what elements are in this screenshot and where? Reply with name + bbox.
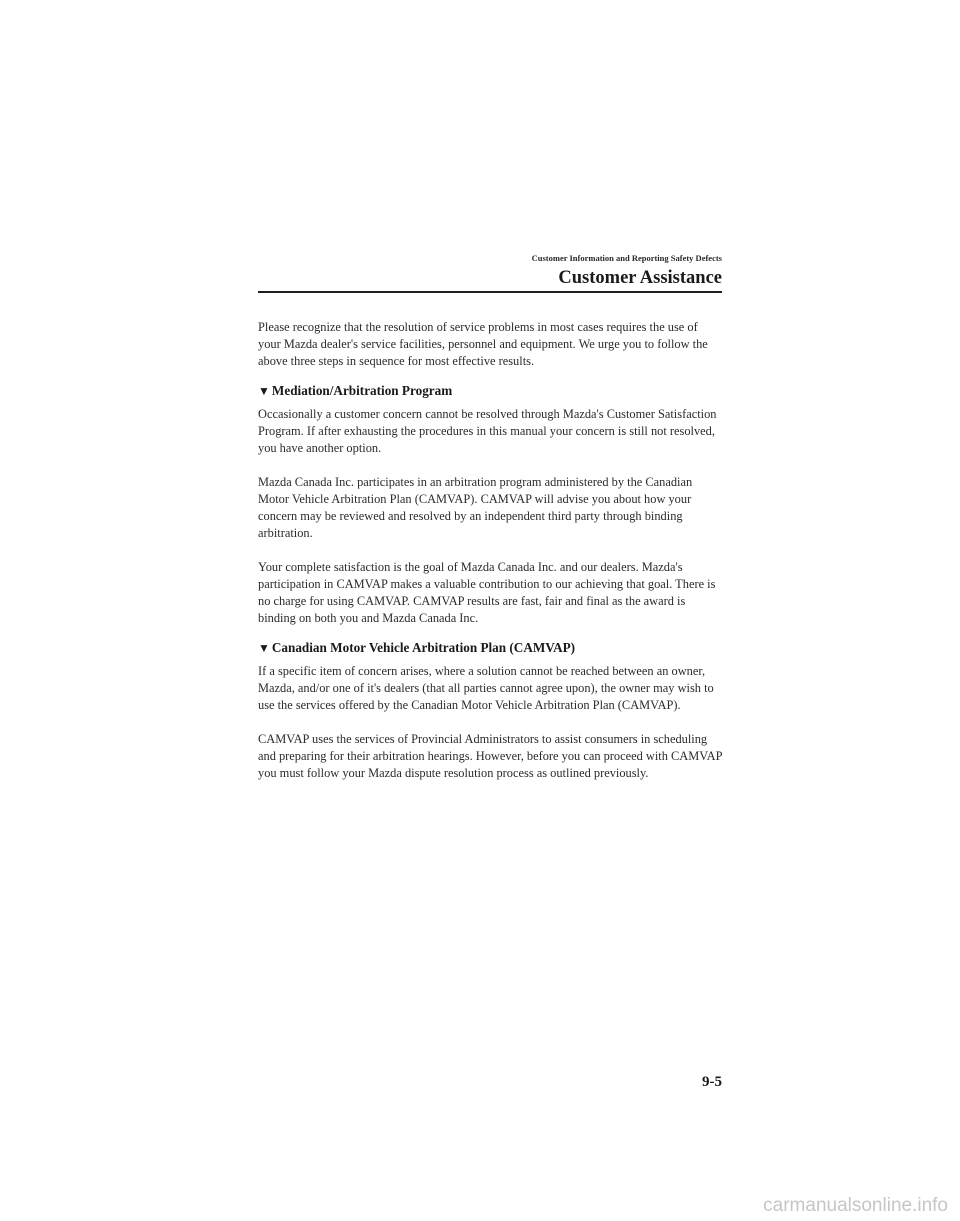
watermark: carmanualsonline.info [763,1195,948,1216]
paragraph: Occasionally a customer concern cannot be resolved through Mazda's Customer Satisfaction Program. If after exhausting the procedures in this manual your concern is still not resolved, you have another option. [258,407,717,455]
page-number: 9-5 [702,1074,722,1090]
heading-text: Canadian Motor Vehicle Arbitration Plan (CAMVAP) [271,640,576,655]
page-content [258,319,722,782]
triangle-down-icon: ▼ [258,384,270,398]
paragraph: If a specific item of concern arises, where a solution cannot be reached between an owner, Mazda, and/or one of it's dealers (that all parties cannot agree upon), the owner may wish to use the services offered by the Canadian Motor Vehicle Arbitration Plan (CAMVAP). [258,664,714,712]
triangle-down-icon: ▼ [258,641,270,655]
paragraph: CAMVAP uses the services of Provincial Administrators to assist consumers in scheduling and preparing for their arbitration hearings. However, before you can proceed with CAMVAP you must follow your Mazda dispute resolution process as outlined previously. [258,732,723,780]
paragraph: Your complete satisfaction is the goal of Mazda Canada Inc. and our dealers. Mazda's participation in CAMVAP makes a valuable contribution to our achieving that goal. There is no charge for using CAMVAP. CAMVAP results are fast, fair and final as the award is binding on both you and Mazda Canada Inc. [258,560,716,625]
heading-text: Mediation/Arbitration Program [271,383,453,398]
paragraph: Mazda Canada Inc. participates in an arbitration program administered by the Canadian Motor Vehicle Arbitration Plan (CAMVAP). CAMVAP will advise you about how your concern may be reviewed and resolved by an independent third party through binding arbitration. [258,475,693,540]
section-title: Customer Assistance [558,268,722,288]
section-heading-camvap [258,639,722,657]
intro-paragraph: Please recognize that the resolution of service problems in most cases requires the use of your Mazda dealer's service facilities, personnel and equipment. We urge you to follow the above three steps in sequence for most effective results. [258,320,708,368]
header-rule [258,291,722,293]
section-heading-mediation [258,382,722,400]
chapter-title: Customer Information and Reporting Safety Defects [531,253,722,263]
page-header [258,252,722,290]
